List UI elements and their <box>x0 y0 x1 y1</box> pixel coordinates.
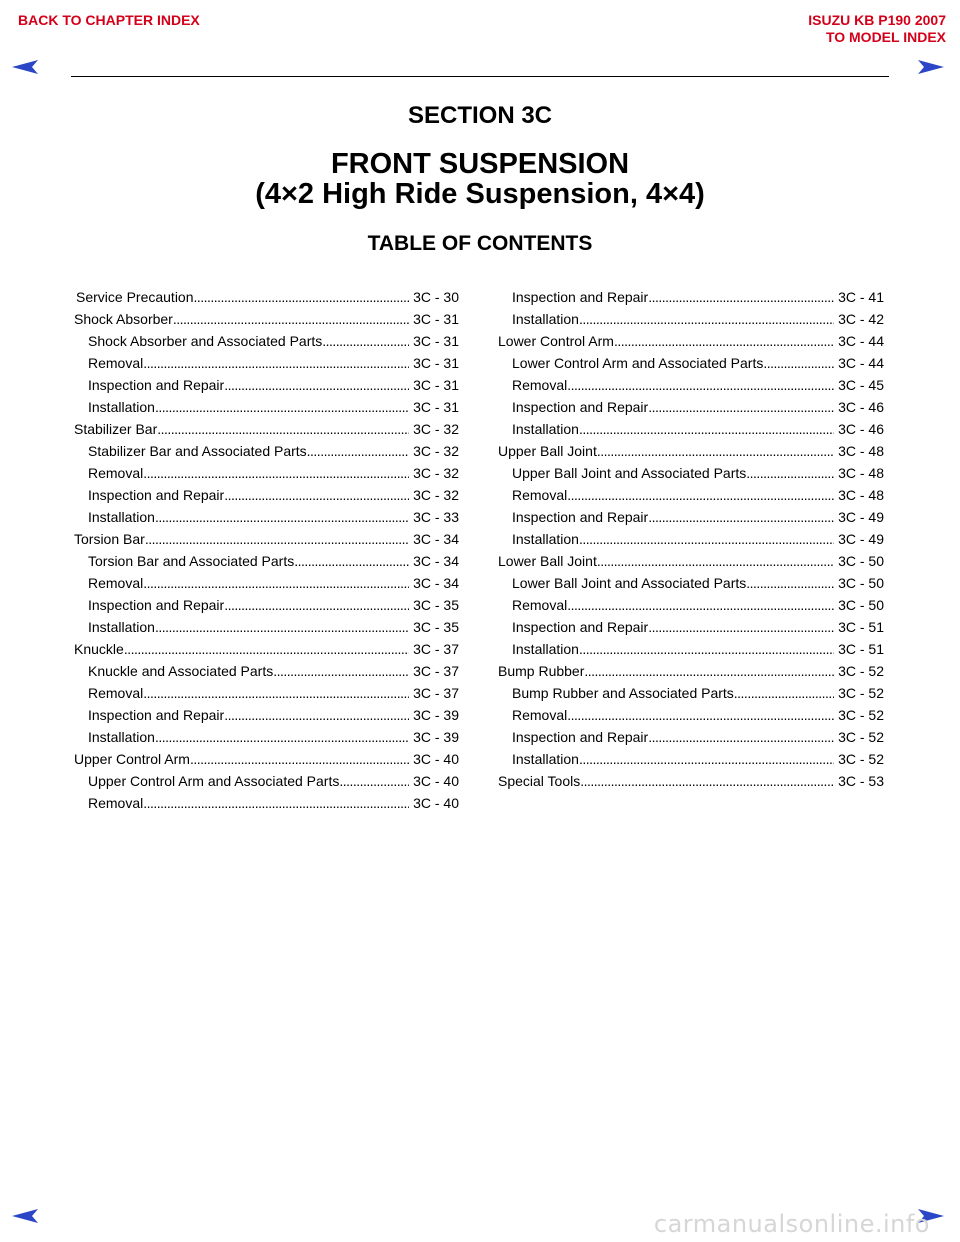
toc-entry-page: 3C - 46 <box>838 421 884 437</box>
toc-entry[interactable] <box>498 638 884 660</box>
toc-dot-leader <box>143 682 409 704</box>
toc-entry[interactable] <box>498 506 884 528</box>
toc-entry-title: Installation <box>88 399 155 415</box>
toc-dot-leader <box>763 352 834 374</box>
toc-dot-leader <box>648 726 834 748</box>
toc-entry-title: Installation <box>88 619 155 635</box>
toc-entry-page: 3C - 42 <box>838 311 884 327</box>
toc-dot-leader <box>734 682 834 704</box>
toc-dot-leader <box>173 308 409 330</box>
toc-entry[interactable] <box>74 330 459 352</box>
toc-entry-title: Inspection and Repair <box>512 619 649 635</box>
toc-dot-leader <box>339 770 409 792</box>
toc-entry-page: 3C - 41 <box>838 289 884 305</box>
toc-dot-leader <box>194 286 410 308</box>
toc-dot-leader <box>124 638 409 660</box>
toc-entry-page: 3C - 39 <box>413 707 459 723</box>
toc-entry-title: Removal <box>512 707 568 723</box>
toc-entry-title: Special Tools <box>498 773 581 789</box>
toc-entry-page: 3C - 50 <box>838 553 884 569</box>
toc-entry-title: Torsion Bar and Associated Parts <box>88 553 295 569</box>
toc-entry-page: 3C - 52 <box>838 707 884 723</box>
header-rule <box>71 76 889 77</box>
toc-entry-page: 3C - 39 <box>413 729 459 745</box>
toc-dot-leader <box>322 330 409 352</box>
toc-heading: TABLE OF CONTENTS <box>367 232 593 255</box>
toc-entry-title: Inspection and Repair <box>88 377 225 393</box>
toc-entry[interactable] <box>74 572 459 594</box>
toc-dot-leader <box>648 286 834 308</box>
toc-entry-page: 3C - 50 <box>838 575 884 591</box>
toc-dot-leader <box>584 660 834 682</box>
toc-entry-title: Knuckle <box>74 641 124 657</box>
toc-dot-leader <box>155 616 409 638</box>
toc-dot-leader <box>597 440 834 462</box>
toc-entry-title: Lower Ball Joint and Associated Parts <box>512 575 747 591</box>
toc-dot-leader <box>155 396 409 418</box>
toc-dot-leader <box>143 462 409 484</box>
toc-entry[interactable] <box>498 748 884 770</box>
toc-entry[interactable] <box>498 594 884 616</box>
toc-entry[interactable] <box>74 352 459 374</box>
toc-entry-page: 3C - 40 <box>413 795 459 811</box>
toc-entry-page: 3C - 52 <box>838 751 884 767</box>
toc-entry-page: 3C - 51 <box>838 641 884 657</box>
toc-entry-page: 3C - 40 <box>413 751 459 767</box>
toc-entry[interactable] <box>74 682 459 704</box>
toc-dot-leader <box>746 462 834 484</box>
toc-entry[interactable] <box>74 616 459 638</box>
toc-entry-title: Inspection and Repair <box>512 289 649 305</box>
toc-dot-leader <box>567 484 834 506</box>
toc-dot-leader <box>567 374 834 396</box>
toc-entry[interactable] <box>74 550 459 572</box>
toc-entry-title: Lower Control Arm and Associated Parts <box>512 355 764 371</box>
toc-entry-title: Removal <box>88 465 144 481</box>
toc-entry-page: 3C - 52 <box>838 729 884 745</box>
toc-entry-title: Service Precaution <box>76 289 194 305</box>
toc-entry[interactable] <box>74 440 459 462</box>
toc-entry-page: 3C - 30 <box>413 289 459 305</box>
toc-dot-leader <box>579 528 834 550</box>
toc-entry-page: 3C - 51 <box>838 619 884 635</box>
toc-dot-leader <box>273 660 409 682</box>
toc-entry[interactable] <box>74 638 459 660</box>
toc-entry-title: Inspection and Repair <box>88 597 225 613</box>
toc-entry-title: Upper Ball Joint and Associated Parts <box>512 465 747 481</box>
section-heading: SECTION 3C <box>407 102 553 129</box>
toc-entry-page: 3C - 52 <box>838 663 884 679</box>
model-header <box>808 12 946 46</box>
toc-entry[interactable] <box>498 418 884 440</box>
toc-entry[interactable] <box>498 682 884 704</box>
toc-dot-leader <box>143 352 409 374</box>
toc-dot-leader <box>157 418 409 440</box>
toc-entry-title: Inspection and Repair <box>512 399 649 415</box>
toc-entry-title: Removal <box>512 597 568 613</box>
toc-entry-title: Bump Rubber <box>498 663 585 679</box>
toc-dot-leader <box>579 308 834 330</box>
toc-entry[interactable] <box>498 616 884 638</box>
toc-dot-leader <box>224 484 409 506</box>
model-name: ISUZU KB P190 2007 <box>808 12 946 28</box>
toc-entry[interactable] <box>498 572 884 594</box>
toc-dot-leader <box>597 550 834 572</box>
toc-entry[interactable] <box>74 462 459 484</box>
toc-entry-page: 3C - 40 <box>413 773 459 789</box>
toc-dot-leader <box>224 374 409 396</box>
toc-entry[interactable] <box>74 660 459 682</box>
toc-entry-title: Removal <box>512 487 568 503</box>
toc-entry[interactable] <box>74 528 459 550</box>
toc-entry-title: Upper Ball Joint <box>498 443 597 459</box>
toc-entry-page: 3C - 31 <box>413 399 459 415</box>
toc-entry-title: Inspection and Repair <box>88 487 225 503</box>
toc-entry[interactable] <box>74 726 459 748</box>
toc-entry-page: 3C - 48 <box>838 487 884 503</box>
toc-entry-page: 3C - 31 <box>413 311 459 327</box>
toc-entry-title: Removal <box>88 575 144 591</box>
toc-entry-page: 3C - 32 <box>413 487 459 503</box>
toc-entry[interactable] <box>498 308 884 330</box>
toc-entry-page: 3C - 32 <box>413 465 459 481</box>
page-subtitle: (4×2 High Ride Suspension, 4×4) <box>255 178 705 210</box>
toc-entry[interactable] <box>498 484 884 506</box>
toc-entry-page: 3C - 37 <box>413 663 459 679</box>
toc-entry-page: 3C - 32 <box>413 421 459 437</box>
toc-entry[interactable] <box>74 418 459 440</box>
toc-entry-page: 3C - 45 <box>838 377 884 393</box>
toc-entry-title: Installation <box>512 641 579 657</box>
toc-entry[interactable] <box>498 330 884 352</box>
toc-entry[interactable] <box>74 770 459 792</box>
toc-entry[interactable] <box>498 440 884 462</box>
toc-entry-title: Inspection and Repair <box>512 509 649 525</box>
toc-entry-page: 3C - 52 <box>838 685 884 701</box>
toc-entry-page: 3C - 50 <box>838 597 884 613</box>
toc-entry-title: Upper Control Arm <box>74 751 190 767</box>
toc-entry-title: Torsion Bar <box>74 531 145 547</box>
toc-dot-leader <box>224 704 409 726</box>
toc-entry-page: 3C - 49 <box>838 531 884 547</box>
toc-dot-leader <box>614 330 834 352</box>
toc-entry-page: 3C - 35 <box>413 597 459 613</box>
toc-entry[interactable] <box>74 506 459 528</box>
to-model-index-link[interactable]: TO MODEL INDEX <box>825 29 946 45</box>
toc-entry-title: Upper Control Arm and Associated Parts <box>88 773 340 789</box>
toc-dot-leader <box>746 572 834 594</box>
toc-entry-page: 3C - 48 <box>838 465 884 481</box>
toc-dot-leader <box>294 550 409 572</box>
toc-entry-page: 3C - 37 <box>413 641 459 657</box>
toc-entry[interactable] <box>74 748 459 770</box>
toc-entry[interactable] <box>498 286 884 308</box>
toc-entry-page: 3C - 35 <box>413 619 459 635</box>
toc-entry[interactable] <box>498 660 884 682</box>
toc-column-left <box>74 286 459 814</box>
toc-entry-title: Removal <box>88 685 144 701</box>
toc-entry-page: 3C - 32 <box>413 443 459 459</box>
toc-dot-leader <box>648 396 834 418</box>
toc-entry[interactable] <box>74 286 459 308</box>
toc-entry-title: Removal <box>512 377 568 393</box>
toc-dot-leader <box>579 748 834 770</box>
toc-entry-title: Inspection and Repair <box>88 707 225 723</box>
toc-entry-title: Inspection and Repair <box>512 729 649 745</box>
toc-dot-leader <box>648 506 834 528</box>
toc-entry[interactable] <box>74 396 459 418</box>
toc-entry-title: Stabilizer Bar <box>74 421 158 437</box>
toc-entry[interactable] <box>498 396 884 418</box>
toc-dot-leader <box>579 638 834 660</box>
toc-entry[interactable] <box>498 528 884 550</box>
back-to-chapter-index-link[interactable]: BACK TO CHAPTER INDEX <box>18 12 200 28</box>
toc-dot-leader <box>648 616 834 638</box>
toc-dot-leader <box>307 440 409 462</box>
toc-entry-page: 3C - 31 <box>413 333 459 349</box>
toc-entry-page: 3C - 44 <box>838 333 884 349</box>
toc-entry-page: 3C - 33 <box>413 509 459 525</box>
toc-entry-title: Shock Absorber <box>74 311 173 327</box>
toc-entry-title: Installation <box>512 751 579 767</box>
toc-dot-leader <box>143 792 409 814</box>
toc-entry-title: Knuckle and Associated Parts <box>88 663 274 679</box>
toc-dot-leader <box>145 528 409 550</box>
toc-entry-page: 3C - 46 <box>838 399 884 415</box>
toc-dot-leader <box>143 572 409 594</box>
toc-entry-title: Removal <box>88 795 144 811</box>
previous-page-arrow-icon[interactable] <box>10 1207 40 1225</box>
toc-entry-page: 3C - 34 <box>413 531 459 547</box>
toc-entry-title: Stabilizer Bar and Associated Parts <box>88 443 307 459</box>
toc-entry-title: Shock Absorber and Associated Parts <box>88 333 323 349</box>
toc-entry-title: Lower Control Arm <box>498 333 614 349</box>
page-title: FRONT SUSPENSION <box>330 148 630 180</box>
toc-entry-title: Installation <box>88 729 155 745</box>
toc-entry[interactable] <box>498 352 884 374</box>
toc-entry-page: 3C - 37 <box>413 685 459 701</box>
toc-dot-leader <box>567 594 834 616</box>
toc-dot-leader <box>567 704 834 726</box>
toc-entry[interactable] <box>498 704 884 726</box>
toc-entry-page: 3C - 53 <box>838 773 884 789</box>
toc-entry-title: Installation <box>88 509 155 525</box>
toc-dot-leader <box>224 594 409 616</box>
toc-entry[interactable] <box>74 374 459 396</box>
toc-entry-page: 3C - 31 <box>413 377 459 393</box>
toc-entry-page: 3C - 44 <box>838 355 884 371</box>
toc-entry[interactable] <box>498 550 884 572</box>
toc-dot-leader <box>579 418 834 440</box>
toc-entry[interactable] <box>498 462 884 484</box>
toc-entry[interactable] <box>74 704 459 726</box>
toc-dot-leader <box>190 748 409 770</box>
toc-entry-title: Removal <box>88 355 144 371</box>
previous-page-arrow-icon[interactable] <box>10 58 40 76</box>
toc-entry-title: Installation <box>512 311 579 327</box>
toc-entry-title: Lower Ball Joint <box>498 553 597 569</box>
toc-dot-leader <box>580 770 834 792</box>
toc-entry-title: Installation <box>512 421 579 437</box>
toc-entry-page: 3C - 48 <box>838 443 884 459</box>
watermark: carmanualsonline.info <box>653 1210 930 1238</box>
toc-entry[interactable] <box>74 594 459 616</box>
toc-entry-page: 3C - 49 <box>838 509 884 525</box>
toc-dot-leader <box>155 506 409 528</box>
toc-dot-leader <box>155 726 409 748</box>
next-page-arrow-icon[interactable] <box>916 58 946 76</box>
toc-entry-title: Bump Rubber and Associated Parts <box>512 685 734 701</box>
toc-column-right <box>498 286 884 792</box>
toc-entry[interactable] <box>74 484 459 506</box>
toc-entry-page: 3C - 34 <box>413 575 459 591</box>
toc-entry[interactable] <box>498 374 884 396</box>
toc-entry-page: 3C - 31 <box>413 355 459 371</box>
toc-entry[interactable] <box>74 308 459 330</box>
toc-entry-page: 3C - 34 <box>413 553 459 569</box>
toc-entry[interactable] <box>498 770 884 792</box>
toc-entry-title: Installation <box>512 531 579 547</box>
toc-entry[interactable] <box>74 792 459 814</box>
toc-entry[interactable] <box>498 726 884 748</box>
